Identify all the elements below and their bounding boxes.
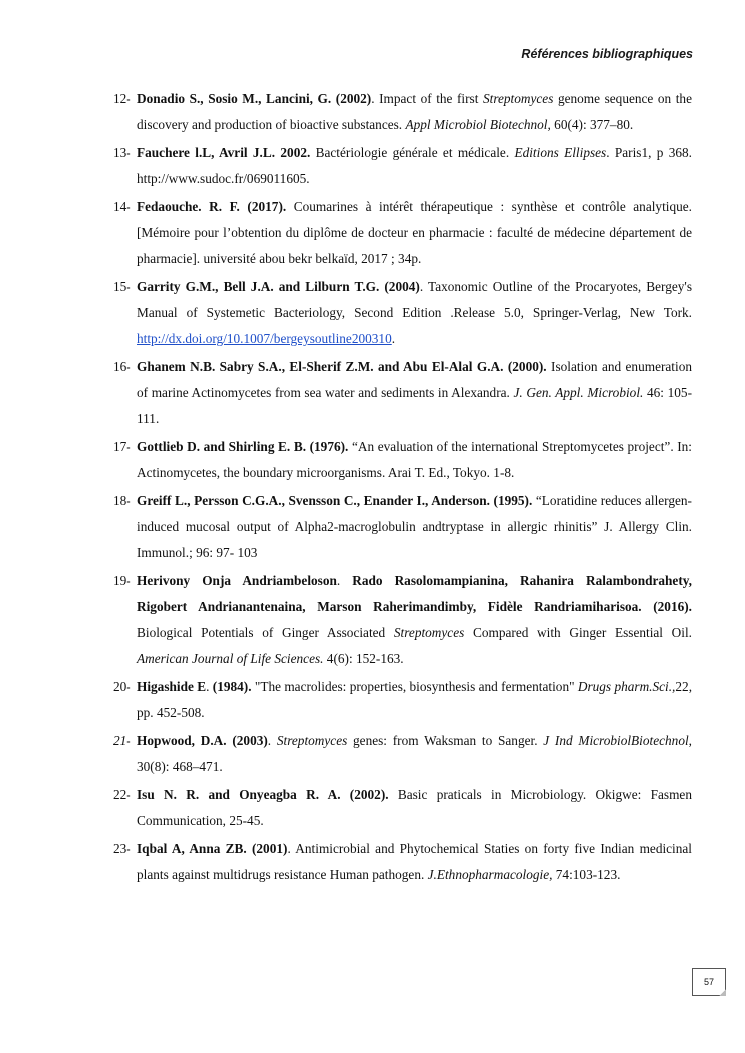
reference-text: Fauchere l.L, Avril J.L. 2002. Bactériologie générale et médicale. Editions Ellipses. Paris1, p 368. http://www.sudoc.fr/069011605.: [137, 145, 692, 186]
reference-authors: Garrity G.M., Bell J.A. and Lilburn T.G. (2004): [137, 279, 420, 294]
reference-text: Garrity G.M., Bell J.A. and Lilburn T.G. (2004). Taxonomic Outline of the Procaryotes, Bergey's Manual of Systemetic Bacteriology, Second Edition .Release 5.0, Springer-Verlag, New Tork. http://dx.doi.org/10.1007/bergeysoutline200310.: [137, 279, 692, 346]
reference-authors: Donadio S., Sosio M., Lancini, G. (2002): [137, 91, 372, 106]
reference-journal: J Ind MicrobiolBiotechnol: [543, 733, 689, 748]
reference-journal: Drugs pharm.Sci.,: [577, 679, 676, 694]
reference-authors: Herivony Onja Andriambeloson: [137, 573, 337, 588]
reference-number: 23-: [113, 841, 131, 856]
reference-text: Iqbal A, Anna ZB. (2001). Antimicrobial and Phytochemical Staties on forty five Indian medicinal plants against multidrugs resistance Human pathogen. J.Ethnopharmacologie, 74:103-123.: [137, 841, 692, 882]
reference-item: [113, 86, 692, 138]
reference-number: 21-: [113, 733, 131, 748]
reference-number: 15-: [113, 279, 131, 294]
reference-authors: Rado Rasolomampianina, Rahanira Ralambondrahety, Rigobert Andrianantenaina, Marson Raherimandimby, Fidèle Randriamiharisoa. (2016).: [137, 573, 692, 614]
reference-item: [113, 728, 692, 780]
reference-text: Donadio S., Sosio M., Lancini, G. (2002). Impact of the first Streptomyces genome sequence on the discovery and production of bioactive substances. Appl Microbiol Biotechnol, 60(4): 377–80.: [137, 91, 692, 132]
reference-number: 22-: [113, 787, 131, 802]
reference-journal: American Journal of Life Sciences.: [137, 651, 324, 666]
reference-number: 20-: [113, 679, 131, 694]
reference-authors: Greiff L., Persson C.G.A., Svensson C., Enander I., Anderson. (1995).: [137, 493, 533, 508]
reference-item: [113, 194, 692, 272]
reference-text: Hopwood, D.A. (2003). Streptomyces genes: from Waksman to Sanger. J Ind MicrobiolBiotechnol, 30(8): 468–471.: [137, 733, 692, 774]
reference-item: [113, 354, 692, 432]
reference-journal: Editions Ellipses: [514, 145, 607, 160]
reference-authors: Gottlieb D. and Shirling E. B. (1976).: [137, 439, 349, 454]
reference-number: 14-: [113, 199, 131, 214]
reference-text: Isu N. R. and Onyeagba R. A. (2002). Basic praticals in Microbiology. Okigwe: Fasmen Communication, 25-45.: [137, 787, 692, 828]
reference-authors: Iqbal A, Anna ZB. (2001): [137, 841, 288, 856]
reference-text: Herivony Onja Andriambeloson. Rado Rasolomampianina, Rahanira Ralambondrahety, Rigobert Andrianantenaina, Marson Raherimandimby, Fidèle Randriamiharisoa. (2016). Biological Potentials of Ginger Associated Streptomyces Compared with Ginger Essential Oil. American Journal of Life Sciences. 4(6): 152-163.: [137, 573, 692, 666]
reference-text: Gottlieb D. and Shirling E. B. (1976). “An evaluation of the international Streptomycetes project”. In: Actinomycetes, the boundary microorganisms. Arai T. Ed., Tokyo. 1-8.: [137, 439, 692, 480]
reference-number: 17-: [113, 439, 131, 454]
reference-number: 19-: [113, 573, 131, 588]
reference-list: [113, 86, 692, 890]
reference-journal: J. Gen. Appl. Microbiol.: [513, 385, 644, 400]
reference-text: Greiff L., Persson C.G.A., Svensson C., Enander I., Anderson. (1995). “Loratidine reduces allergen-induced mucosal output of Alpha2-macroglobulin andtryptase in allergic rhinitis” J. Allergy Clin. Immunol.; 96: 97- 103: [137, 493, 692, 560]
reference-item: [113, 488, 692, 566]
reference-text: Higashide E. (1984). "The macrolides: properties, biosynthesis and fermentation" Drugs pharm.Sci.,22, pp. 452-508.: [137, 679, 693, 720]
reference-authors: Hopwood, D.A. (2003): [137, 733, 268, 748]
reference-authors: Fauchere l.L, Avril J.L. 2002.: [137, 145, 311, 160]
reference-item: [113, 434, 692, 486]
reference-item: [113, 274, 692, 352]
reference-number: 18-: [113, 493, 131, 508]
running-header: Références bibliographiques: [521, 47, 693, 61]
reference-item: [113, 782, 692, 834]
reference-authors: Ghanem N.B. Sabry S.A., El-Sherif Z.M. and Abu El-Alal G.A. (2000).: [137, 359, 547, 374]
page-number: 57: [692, 968, 726, 996]
reference-number: 13-: [113, 145, 131, 160]
reference-number: 16-: [113, 359, 131, 374]
reference-item: [113, 674, 692, 726]
reference-authors: Isu N. R. and Onyeagba R. A. (2002).: [137, 787, 389, 802]
reference-journal: J.Ethnopharmacologie,: [427, 867, 553, 882]
reference-text: Ghanem N.B. Sabry S.A., El-Sherif Z.M. and Abu El-Alal G.A. (2000). Isolation and enumeration of marine Actinomycetes from sea water and sediments in Alexandra. J. Gen. Appl. Microbiol. 46: 105-111.: [137, 359, 692, 426]
reference-text: Fedaouche. R. F. (2017). Coumarines à intérêt thérapeutique : synthèse et contrôle analytique. [Mémoire pour l’obtention du diplôme de docteur en pharmacie : faculté de médecine département de pharmacie]. université abou bekr belkaïd, 2017 ; 34p.: [137, 199, 692, 266]
reference-number: 12-: [113, 91, 131, 106]
reference-item: [113, 568, 692, 672]
reference-item: [113, 836, 692, 888]
reference-authors: Fedaouche. R. F. (2017).: [137, 199, 287, 214]
reference-journal: Appl Microbiol Biotechnol,: [405, 117, 551, 132]
reference-item: [113, 140, 692, 192]
doi-link[interactable]: http://dx.doi.org/10.1007/bergeysoutline200310: [137, 331, 392, 346]
reference-authors: Higashide E: [137, 679, 207, 694]
